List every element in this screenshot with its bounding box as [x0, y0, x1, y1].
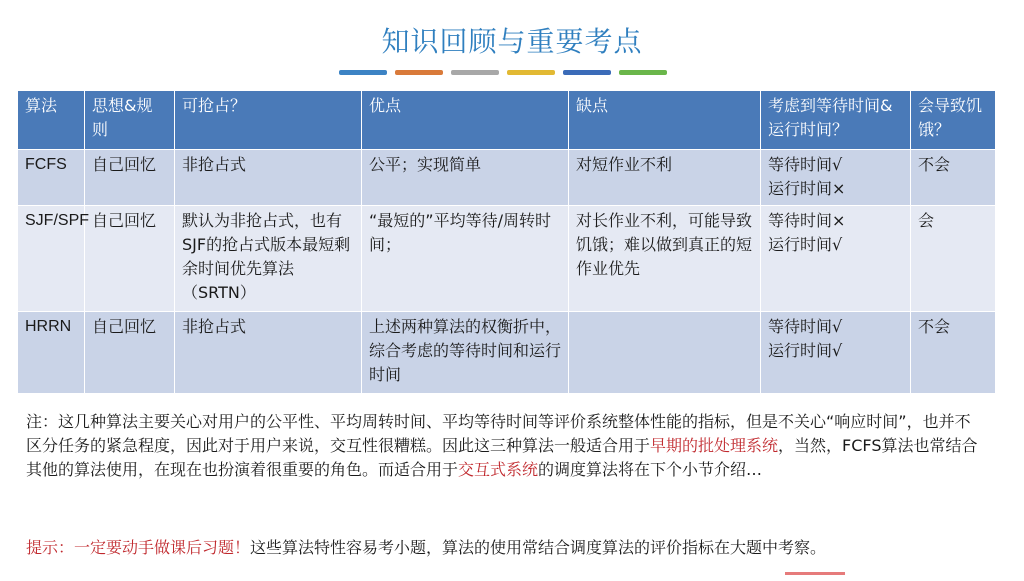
cell-idea: 自己回忆: [85, 312, 175, 394]
cell-cons: 对长作业不利，可能导致饥饿；难以做到真正的短作业优先: [569, 206, 761, 312]
cell-considers-time: 等待时间× 运行时间√: [761, 206, 911, 312]
tip-label: 提示：一定要动手做课后习题！: [26, 538, 251, 557]
cell-preemptive: 非抢占式: [175, 312, 362, 394]
tip-text: 这些算法特性容易考小题，算法的使用常结合调度算法的评价指标在大题中考察。: [250, 538, 827, 557]
note-text: 的调度算法将在下个小节介绍…: [538, 460, 763, 479]
cell-cons: [569, 312, 761, 394]
color-bar: [563, 70, 611, 75]
cell-cons: 对短作业不利: [569, 150, 761, 206]
note-highlight-interactive-systems: 交互式系统: [458, 460, 539, 479]
note-paragraph: [26, 410, 986, 482]
slide-title: 知识回顾与重要考点: [381, 25, 643, 58]
header-cell-considers-time: 考虑到等待时间&运行时间？: [761, 91, 911, 150]
header-cell-idea: 思想&规则: [85, 91, 175, 150]
algorithm-comparison-table: [17, 90, 996, 394]
color-bar: [395, 70, 443, 75]
cell-idea: 自己回忆: [85, 206, 175, 312]
color-bar: [451, 70, 499, 75]
note-text: 注：这几种算法主要关心对用户的公平性、平均周转时间、平均等待时间等评价系统整体性能的指标，但是不关心“响应时间”，也并不区分任务的紧急程度，因此对于用户来说，交互性很糟糕。因此这三种算法一般适合用于: [26, 412, 971, 455]
note-text: ，当然，FCFS算法也常结合其他的算法使用，在现在也扮演着很重要的角色。而适合用于: [26, 436, 978, 479]
color-bar-decoration: [339, 70, 667, 75]
cell-pros: “最短的”平均等待/周转时间；: [362, 206, 569, 312]
header-cell-starvation: 会导致饥饿？: [911, 91, 996, 150]
cell-algorithm: FCFS: [18, 150, 85, 206]
cell-algorithm: HRRN: [18, 312, 85, 394]
table-header-row: [18, 91, 996, 150]
cell-pros: 上述两种算法的权衡折中，综合考虑的等待时间和运行时间: [362, 312, 569, 394]
table-row: [18, 150, 996, 206]
table-row: [18, 312, 996, 394]
table-row: [18, 206, 996, 312]
color-bar: [507, 70, 555, 75]
cell-idea: 自己回忆: [85, 150, 175, 206]
tip-paragraph: [26, 537, 986, 559]
cell-starvation: 不会: [911, 312, 996, 394]
color-bar: [619, 70, 667, 75]
cell-starvation: 不会: [911, 150, 996, 206]
cell-pros: 公平；实现简单: [362, 150, 569, 206]
cell-starvation: 会: [911, 206, 996, 312]
header-cell-pros: 优点: [362, 91, 569, 150]
header-cell-preemptive: 可抢占？: [175, 91, 362, 150]
cell-considers-time: 等待时间√ 运行时间×: [761, 150, 911, 206]
note-highlight-batch-systems: 早期的批处理系统: [650, 436, 779, 455]
cell-preemptive: 非抢占式: [175, 150, 362, 206]
header-cell-algorithm: 算法: [18, 91, 85, 150]
cell-preemptive: 默认为非抢占式，也有SJF的抢占式版本最短剩余时间优先算法（SRTN）: [175, 206, 362, 312]
header-cell-cons: 缺点: [569, 91, 761, 150]
red-underline-mark: [785, 572, 845, 575]
cell-algorithm: SJF/SPF: [18, 206, 85, 312]
color-bar: [339, 70, 387, 75]
cell-considers-time: 等待时间√ 运行时间√: [761, 312, 911, 394]
